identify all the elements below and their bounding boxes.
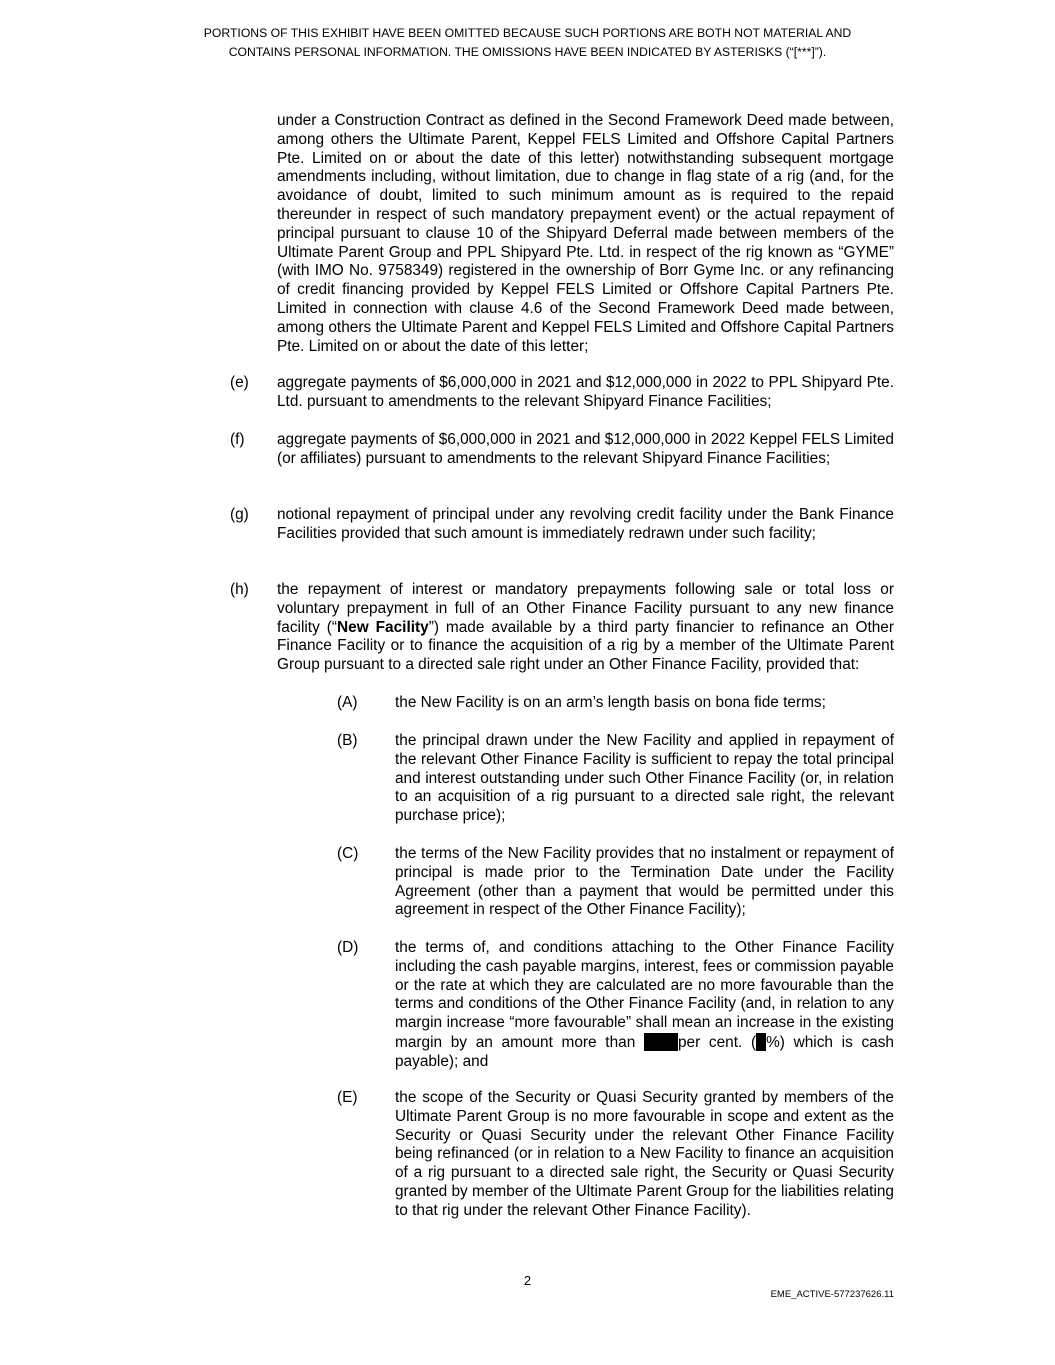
item-g-text: notional repayment of principal under any revolving credit facility under the Bank Finance Facilities provided that such amount is immediately redrawn under such facility; — [277, 506, 894, 542]
redaction-block — [644, 1033, 678, 1051]
defined-term-new-facility: New Facility — [337, 618, 429, 636]
subitem-d-text-before: the terms of, and conditions attaching to the Other Finance Facility including the cash payable margins, interest, fees or commission payable or the rate at which they are calculated are no more favourable than the terms and conditions of the Other Finance Facility (and, in relation to any margin increase “more favourable” shall mean an increase in the existing margin by an amount more than — [395, 939, 894, 1051]
subitem-d-text-mid: per cent. ( — [677, 1033, 757, 1051]
subitem-a-text: the New Facility is on an arm’s length basis on bona fide terms; — [395, 694, 826, 711]
item-h-text — [277, 581, 894, 675]
item-f-label: (f) — [230, 431, 245, 448]
omission-notice-line-1: PORTIONS OF THIS EXHIBIT HAVE BEEN OMITTED BECAUSE SUCH PORTIONS ARE BOTH NOT MATERIAL AND — [203, 26, 852, 40]
page-number: 2 — [523, 1273, 532, 1288]
continuation-paragraph: under a Construction Contract as defined in the Second Framework Deed made between, among others the Ultimate Parent, Keppel FELS Limited and Offshore Capital Partners Pte. Limited on or about the date of this letter) notwithstanding subsequent mortgage amendments including, without limitation, due to change in flag state of a rig (and, for the avoidance of doubt, limited to such minimum amount as is required to the repaid thereunder in respect of such mandatory prepayment event) or the actual repayment of principal pursuant to clause 10 of the Shipyard Deferral made between members of the Ultimate Parent Group and PPL Shipyard Pte. Ltd. in respect of the rig known as “GYME” (with IMO No. 9758349) registered in the ownership of Borr Gyme Inc. or any refinancing of credit financing provided by Keppel FELS Limited or Offshore Capital Partners Pte. Limited in connection with clause 4.6 of the Second Framework Deed made between, among others the Ultimate Parent and Keppel FELS Limited and Offshore Capital Partners Pte. Limited on or about the date of this letter; — [277, 112, 894, 355]
document-id: EME_ACTIVE-577237626.11 — [770, 1289, 894, 1300]
item-f-text: aggregate payments of $6,000,000 in 2021 and $12,000,000 in 2022 Keppel FELS Limited (or affiliates) pursuant to amendments to the relevant Shipyard Finance Facilities; — [277, 431, 894, 467]
item-g-label: (g) — [230, 506, 249, 523]
omission-notice — [130, 24, 925, 61]
subitem-e-text: the scope of the Security or Quasi Security granted by members of the Ultimate Parent Group is no more favourable in scope and extent as the Security or Quasi Security under the relevant Other Finance Facility being refinanced (or in relation to a New Facility to finance an acquisition of a rig pursuant to a directed sale right, the Security or Quasi Security granted by member of the Ultimate Parent Group for the liabilities relating to that rig under the relevant Other Finance Facility). — [395, 1089, 894, 1219]
subitem-d-text-after: %) which is cash payable); and — [395, 1033, 894, 1070]
item-h-text-before: the repayment of interest or mandatory prepayments following sale or total loss or voluntary prepayment in full of an Other Finance Facility pursuant to any new finance facility (“ — [277, 581, 894, 636]
item-e-label: (e) — [230, 374, 249, 391]
subitem-c-text: the terms of the New Facility provides that no instalment or repayment of principal is made prior to the Termination Date under the Facility Agreement (other than a payment that would be permitted under this agreement in respect of the Other Finance Facility); — [395, 845, 894, 919]
subitem-b-text: the principal drawn under the New Facility and applied in repayment of the relevant Other Finance Facility is sufficient to repay the total principal and interest outstanding under such Other Finance Facility (or, in relation to an acquisition of a rig pursuant to a directed sale right, the relevant purchase price); — [395, 732, 894, 825]
subitem-d-text — [395, 939, 894, 1072]
redaction-block — [756, 1033, 766, 1051]
subitem-d-label: (D) — [337, 939, 359, 956]
subitem-c-label: (C) — [337, 845, 359, 862]
item-h-text-after: ”) made available by a third party financier to refinance an Other Finance Facility or to finance the acquisition of a rig by a member of the Ultimate Parent Group pursuant to a directed sale right under an Other Finance Facility, provided that: — [277, 618, 894, 674]
subitem-b-label: (B) — [337, 732, 358, 749]
subitem-a-label: (A) — [337, 694, 358, 711]
item-h-label: (h) — [230, 581, 249, 598]
subitem-e-label: (E) — [337, 1089, 358, 1106]
item-e-text: aggregate payments of $6,000,000 in 2021 and $12,000,000 in 2022 to PPL Shipyard Pte. Ltd. pursuant to amendments to the relevant Shipyard Finance Facilities; — [277, 374, 894, 410]
omission-notice-line-2: CONTAINS PERSONAL INFORMATION. THE OMISSIONS HAVE BEEN INDICATED BY ASTERISKS (“[***]”). — [228, 44, 827, 59]
